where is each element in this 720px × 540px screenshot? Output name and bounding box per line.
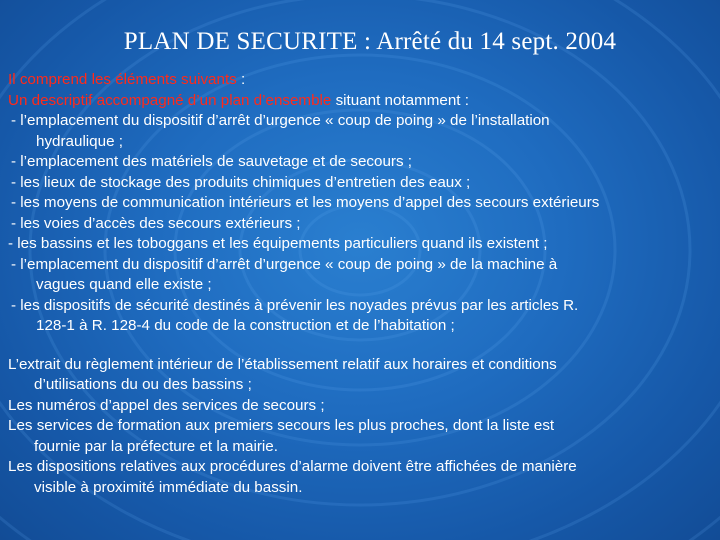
intro-heading: Il comprend les éléments suivants (8, 71, 237, 88)
list-item (8, 255, 716, 296)
paragraph (8, 355, 716, 396)
list-item-text: - l’emplacement du dispositif d’arrêt d’urgence « coup de poing » de l’installation (11, 112, 550, 129)
list-item: - les lieux de stockage des produits chimiques d’entretien des eaux ; (11, 173, 471, 191)
paragraph-continuation: d’utilisations du ou des bassins ; (34, 376, 252, 393)
paragraph (8, 457, 716, 498)
intro-suffix: : (236, 71, 246, 88)
slide-content (8, 70, 716, 498)
paragraph-text: L’extrait du règlement intérieur de l’établissement relatif aux horaires et conditions (8, 355, 557, 373)
paragraph-continuation: fournie par la préfecture et la mairie. (34, 437, 278, 455)
list-item: - les voies d’accès des secours extérieurs ; (11, 214, 301, 232)
list-item: - l’emplacement des matériels de sauvetage et de secours ; (11, 153, 412, 170)
list-item-continuation: hydraulique ; (36, 132, 123, 150)
list-item (8, 111, 716, 152)
intro-line (8, 70, 716, 91)
list-item-continuation: 128-1 à R. 128-4 du code de la construction et de l’habitation ; (36, 317, 455, 334)
list-item-continuation: vagues quand elle existe ; (36, 276, 212, 293)
paragraph-text: Les dispositions relatives aux procédures d’alarme doivent être affichées de manière (8, 458, 577, 475)
spacer (8, 337, 716, 355)
paragraph-text: Les services de formation aux premiers secours les plus proches, dont la liste est (8, 417, 555, 434)
list-item (8, 296, 716, 337)
paragraph-continuation: visible à proximité immédiate du bassin. (34, 478, 303, 496)
list-item-text: - l’emplacement du dispositif d’arrêt d’urgence « coup de poing » de la machine à (11, 255, 558, 273)
paragraph (8, 416, 716, 457)
list-item: - les moyens de communication intérieurs et les moyens d’appel des secours extérieurs (11, 194, 600, 211)
descriptif-line (8, 91, 716, 112)
list-item: - les bassins et les toboggans et les équipements particuliers quand ils existent ; (8, 235, 548, 252)
slide-title: PLAN DE SECURITE : Arrêté du 14 sept. 2004 (123, 28, 617, 55)
descriptif-suffix: situant notamment : (331, 91, 469, 109)
paragraph: Les numéros d’appel des services de secours ; (8, 396, 325, 414)
descriptif-heading: Un descriptif accompagné d’un plan d’ensemble (8, 91, 332, 109)
list-item-text: - les dispositifs de sécurité destinés à prévenir les noyades prévus par les articles R. (11, 296, 579, 314)
